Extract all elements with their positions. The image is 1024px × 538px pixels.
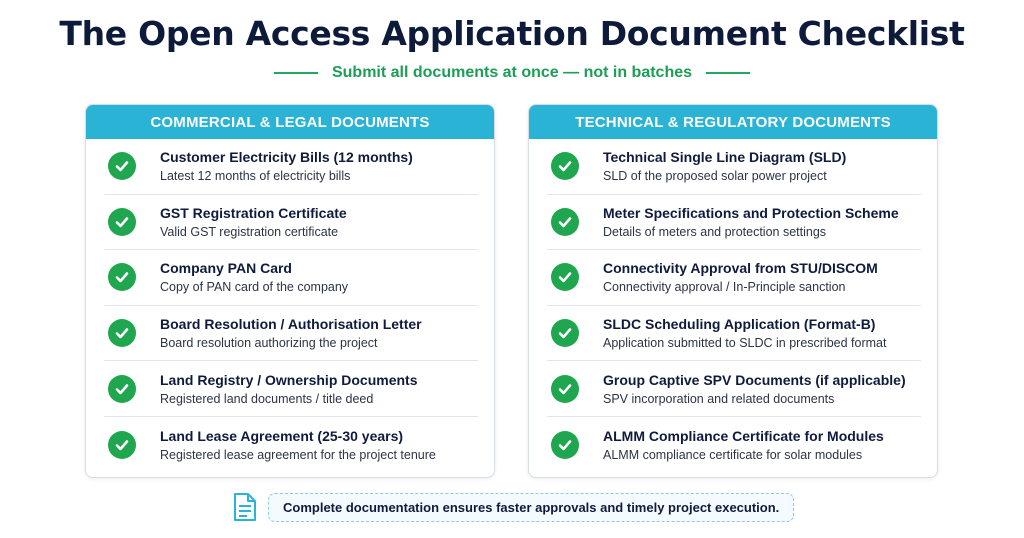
footer-text: Complete documentation ensures faster approvals and timely project execution. <box>268 493 794 522</box>
check-circle-icon <box>108 263 136 291</box>
commercial-legal-item <box>104 250 478 306</box>
commercial-legal-item <box>104 195 478 251</box>
item-text <box>603 428 884 462</box>
commercial-legal-panel <box>85 104 495 478</box>
page-subtitle: Submit all documents at once — not in batches <box>331 64 693 81</box>
item-title: Land Lease Agreement (25-30 years) <box>160 427 404 444</box>
item-text <box>160 260 348 294</box>
technical-regulatory-header: TECHNICAL & REGULATORY DOCUMENTS <box>529 105 937 139</box>
check-circle-icon <box>108 152 136 180</box>
check-circle-icon <box>108 431 136 459</box>
item-title: Customer Electricity Bills (12 months) <box>160 149 413 166</box>
item-text <box>603 149 846 183</box>
item-description: Connectivity approval / In-Principle sanction <box>603 280 846 295</box>
item-description: Copy of PAN card of the company <box>160 280 349 295</box>
item-description: Application submitted to SLDC in prescribed format <box>603 336 887 351</box>
item-text <box>160 205 347 239</box>
item-description: Details of meters and protection settings <box>603 224 827 239</box>
document-icon <box>232 492 258 522</box>
technical-regulatory-item <box>547 306 921 362</box>
page-title: The Open Access Application Document Checklist <box>59 14 965 53</box>
check-circle-icon <box>551 152 579 180</box>
commercial-legal-item <box>104 139 478 195</box>
item-text <box>160 372 418 406</box>
item-text <box>603 260 878 294</box>
commercial-legal-item <box>104 306 478 362</box>
item-title: Technical Single Line Diagram (SLD) <box>603 149 847 166</box>
check-circle-icon <box>108 319 136 347</box>
check-circle-icon <box>551 263 579 291</box>
check-circle-icon <box>551 431 579 459</box>
check-circle-icon <box>551 375 579 403</box>
item-description: SPV incorporation and related documents <box>603 391 835 406</box>
check-circle-icon <box>551 208 579 236</box>
technical-regulatory-item <box>547 139 921 195</box>
item-title: GST Registration Certificate <box>160 204 347 221</box>
item-text <box>603 316 886 350</box>
item-description: Board resolution authorizing the project <box>160 336 378 351</box>
subtitle-divider-left <box>274 72 318 74</box>
item-description: Valid GST registration certificate <box>160 224 339 239</box>
check-circle-icon <box>108 375 136 403</box>
subtitle-divider-right <box>706 72 750 74</box>
item-title: Company PAN Card <box>160 260 292 277</box>
commercial-legal-header: COMMERCIAL & LEGAL DOCUMENTS <box>86 105 494 139</box>
item-title: Meter Specifications and Protection Scheme <box>603 204 899 221</box>
technical-regulatory-list <box>529 139 937 473</box>
item-description: Latest 12 months of electricity bills <box>160 169 351 184</box>
item-title: Board Resolution / Authorisation Letter <box>160 316 422 333</box>
item-description: Registered lease agreement for the project tenure <box>160 447 436 462</box>
technical-regulatory-item <box>547 195 921 251</box>
item-text <box>603 372 906 406</box>
item-title: Group Captive SPV Documents (if applicable) <box>603 371 906 388</box>
technical-regulatory-item <box>547 250 921 306</box>
commercial-legal-list <box>86 139 494 473</box>
technical-regulatory-panel <box>528 104 938 478</box>
item-text <box>160 428 436 462</box>
item-text <box>160 149 413 183</box>
subtitle-row <box>0 64 1024 82</box>
item-description: SLD of the proposed solar power project <box>603 169 827 184</box>
check-circle-icon <box>551 319 579 347</box>
item-description: Registered land documents / title deed <box>160 391 374 406</box>
commercial-legal-item <box>104 417 478 473</box>
check-circle-icon <box>108 208 136 236</box>
item-text <box>603 205 899 239</box>
footer-note <box>232 492 794 522</box>
item-title: Land Registry / Ownership Documents <box>160 371 418 388</box>
technical-regulatory-item <box>547 417 921 473</box>
item-text <box>160 316 422 350</box>
item-title: ALMM Compliance Certificate for Modules <box>603 427 884 444</box>
item-title: Connectivity Approval from STU/DISCOM <box>603 260 878 277</box>
technical-regulatory-item <box>547 361 921 417</box>
item-description: ALMM compliance certificate for solar modules <box>603 447 863 462</box>
commercial-legal-item <box>104 361 478 417</box>
item-title: SLDC Scheduling Application (Format-B) <box>603 316 876 333</box>
